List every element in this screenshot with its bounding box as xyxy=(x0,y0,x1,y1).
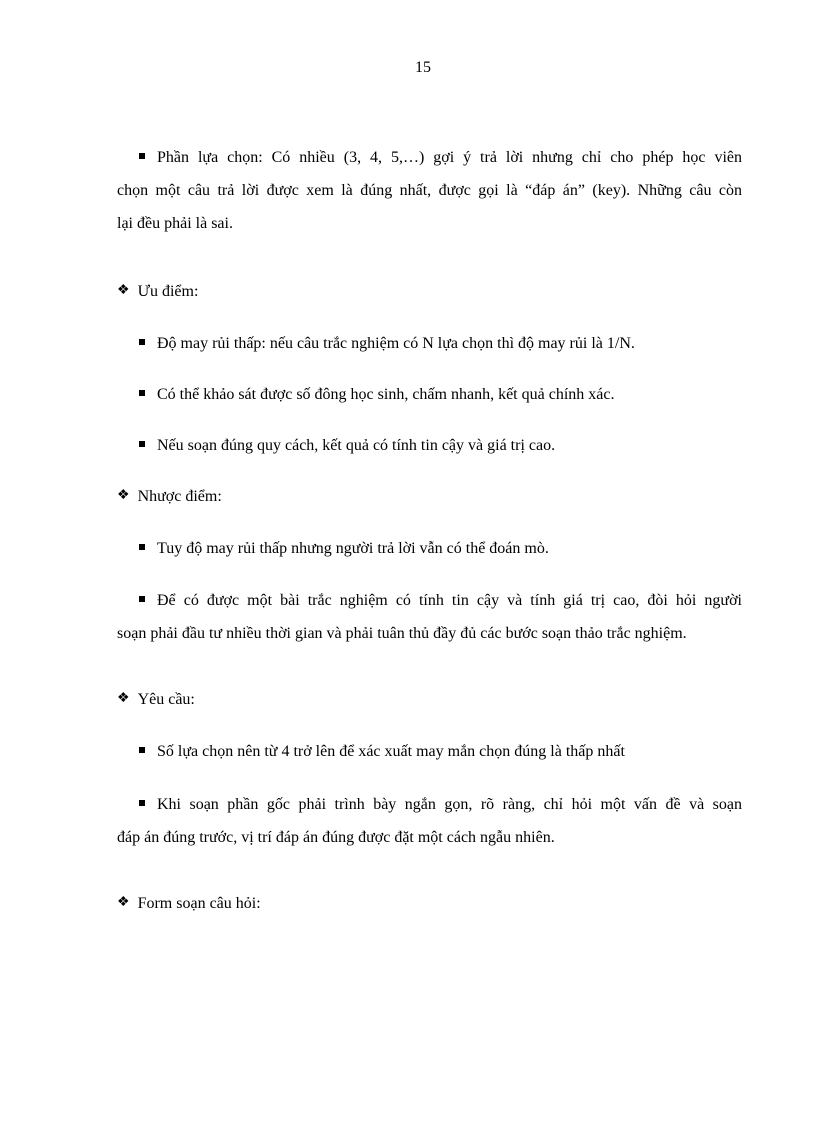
requirement-item-text: Số lựa chọn nên từ 4 trở lên để xác xuất may mắn chọn đúng là thấp nhất xyxy=(157,743,625,760)
requirements-heading xyxy=(117,689,195,711)
page-number: 15 xyxy=(415,59,431,76)
disadvantage-item2-line-2: soạn phải đầu tư nhiều thời gian và phải tuân thủ đầy đủ các bước soạn thảo trắc nghiệm. xyxy=(117,625,687,642)
disadvantages-heading xyxy=(117,486,222,508)
disadvantage-item-text: Tuy độ may rủi thấp nhưng người trả lời vẫn có thể đoán mò. xyxy=(157,540,549,557)
diamond-bullet-icon: ❖ xyxy=(117,691,130,707)
square-bullet-icon xyxy=(139,544,145,550)
advantage-item xyxy=(139,384,614,406)
intro-line-3: lại đều phải là sai. xyxy=(117,215,233,232)
requirement-item-long xyxy=(117,788,742,854)
advantages-heading xyxy=(117,281,198,303)
square-bullet-icon xyxy=(139,153,145,159)
advantages-heading-text: Ưu điểm: xyxy=(137,283,199,300)
requirements-heading-text: Yêu cầu: xyxy=(137,691,195,708)
disadvantages-heading-text: Nhược điểm: xyxy=(137,488,222,505)
advantage-item-text: Độ may rủi thấp: nếu câu trắc nghiệm có N lựa chọn thì độ may rủi là 1/N. xyxy=(157,335,635,352)
advantage-item xyxy=(139,435,555,457)
requirement-item xyxy=(139,741,625,763)
diamond-bullet-icon: ❖ xyxy=(117,895,130,911)
square-bullet-icon xyxy=(139,390,145,396)
square-bullet-icon xyxy=(139,339,145,345)
requirement-item2-line-1: Khi soạn phần gốc phải trình bày ngắn gọn, rõ ràng, chỉ hỏi một vấn đề và soạn xyxy=(157,796,742,813)
form-heading-text: Form soạn câu hỏi: xyxy=(137,895,261,912)
intro-paragraph xyxy=(117,141,742,240)
square-bullet-icon xyxy=(139,441,145,447)
square-bullet-icon xyxy=(139,596,145,602)
advantage-item-text: Có thể khảo sát được số đông học sinh, chấm nhanh, kết quả chính xác. xyxy=(157,386,615,403)
intro-line-1: Phần lựa chọn: Có nhiều (3, 4, 5,…) gợi ý trả lời nhưng chỉ cho phép học viên xyxy=(157,149,742,166)
disadvantage-item-long xyxy=(117,584,742,650)
diamond-bullet-icon: ❖ xyxy=(117,283,130,299)
requirement-item2-line-2: đáp án đúng trước, vị trí đáp án đúng được đặt một cách ngẫu nhiên. xyxy=(117,829,555,846)
disadvantage-item xyxy=(139,538,549,560)
square-bullet-icon xyxy=(139,800,145,806)
square-bullet-icon xyxy=(139,747,145,753)
form-heading xyxy=(117,893,261,915)
advantage-item-text: Nếu soạn đúng quy cách, kết quả có tính tin cậy và giá trị cao. xyxy=(157,437,556,454)
advantage-item xyxy=(139,333,635,355)
diamond-bullet-icon: ❖ xyxy=(117,488,130,504)
disadvantage-item2-line-1: Để có được một bài trắc nghiệm có tính tin cậy và tính giá trị cao, đòi hỏi người xyxy=(157,592,742,609)
intro-line-2: chọn một câu trả lời được xem là đúng nhất, được gọi là “đáp án” (key). Những câu còn xyxy=(117,182,742,199)
